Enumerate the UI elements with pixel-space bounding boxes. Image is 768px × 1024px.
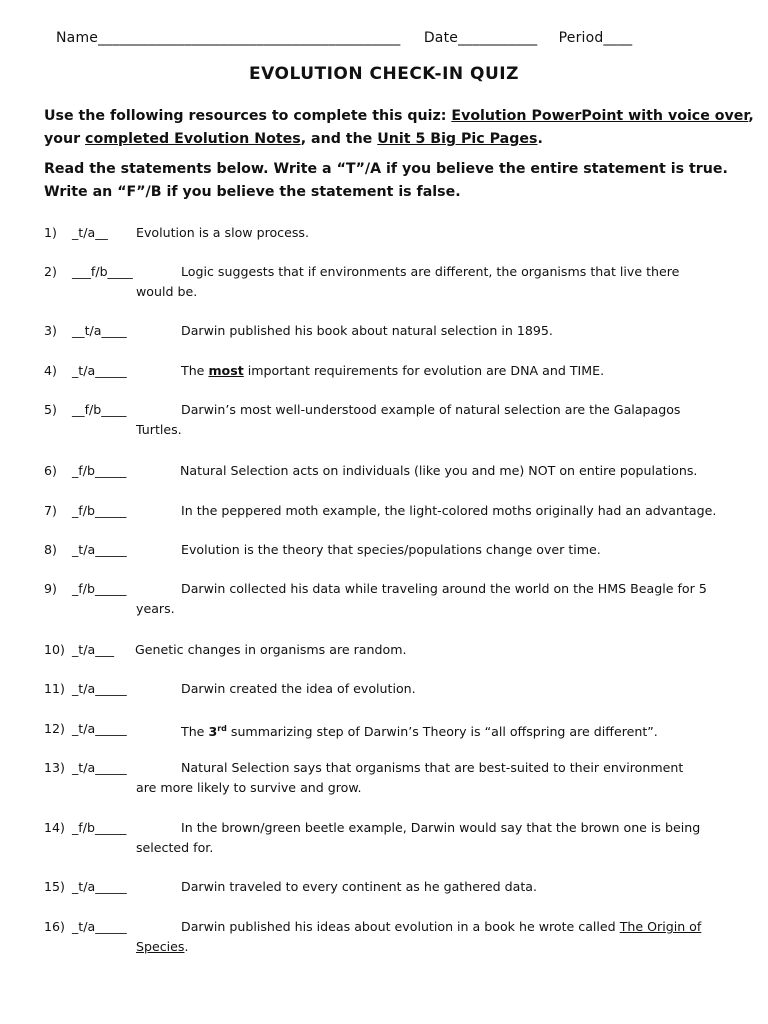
instruction-false: Write an “F”/B if you believe the statement is false.: [44, 184, 461, 200]
book-title: The Origin of: [619, 919, 702, 934]
statement-continuation: years.: [136, 601, 175, 616]
statement-text: Darwin created the idea of evolution.: [181, 681, 416, 696]
question-statement: [136, 223, 309, 243]
statement-text: Natural Selection says that organisms that are best-suited to their environment: [181, 760, 684, 775]
question-number: 1): [44, 225, 57, 240]
answer-blank: _t/a_____: [72, 363, 127, 378]
statement-text: Evolution is the theory that species/populations change over time.: [181, 542, 601, 557]
answer-blank: _t/a_____: [72, 919, 127, 934]
answer-blank: _t/a_____: [72, 721, 127, 736]
header-fields: [56, 30, 716, 46]
name-field: Name__________________________________________: [56, 30, 401, 46]
question-number: 16): [44, 919, 65, 934]
statement-text: Darwin traveled to every continent as he gathered data.: [181, 879, 537, 894]
answer-blank: __t/a____: [72, 323, 127, 338]
question-statement: [181, 719, 658, 742]
question-statement: [181, 579, 707, 599]
answer-blank: _t/a__: [72, 225, 108, 240]
answer-blank: _f/b_____: [72, 503, 127, 518]
period-field: Period____: [558, 30, 633, 46]
question-number: 8): [44, 542, 57, 557]
statement-text: Darwin collected his data while traveling around the world on the HMS Beagle for 5: [181, 581, 707, 596]
statement-text: Darwin published his ideas about evolution in a book he wrote called: [181, 919, 620, 934]
question-number: 5): [44, 402, 57, 417]
ordinal-suffix: rd: [217, 724, 227, 733]
question-statement: [181, 758, 683, 778]
question-number: 3): [44, 323, 57, 338]
answer-blank: _t/a_____: [72, 681, 127, 696]
question-statement: [181, 262, 679, 282]
intro-period: .: [537, 131, 543, 147]
answer-blank: _f/b_____: [72, 581, 127, 596]
answer-blank: _t/a_____: [72, 542, 127, 557]
statement-continuation: would be.: [136, 284, 198, 299]
answer-blank: _t/a_____: [72, 879, 127, 894]
statement-text: Darwin’s most well-understood example of natural selection are the Galapagos: [181, 402, 681, 417]
statement-text: summarizing step of Darwin’s Theory is “all offspring are different”.: [226, 724, 658, 740]
intro-and: , and the: [300, 131, 378, 147]
question-number: 10): [44, 642, 65, 657]
statement-text: Natural Selection acts on individuals (like you and me) NOT on entire populations.: [180, 463, 698, 478]
statement-continuation: are more likely to survive and grow.: [136, 780, 362, 795]
answer-blank: _f/b_____: [72, 820, 127, 835]
powerpoint-resource: Evolution PowerPoint with voice over: [451, 108, 749, 124]
notes-resource: completed Evolution Notes: [85, 131, 301, 147]
question-statement: [181, 818, 700, 838]
answer-instructions: [44, 158, 734, 204]
answer-blank: _t/a_____: [72, 760, 127, 775]
question-number: 4): [44, 363, 57, 378]
question-statement: [181, 361, 604, 381]
statement-text: important requirements for evolution are DNA and TIME.: [243, 363, 605, 378]
statement-text: Logic suggests that if environments are different, the organisms that live there: [181, 264, 680, 279]
statement-text: Darwin published his book about natural selection in 1895.: [181, 323, 553, 338]
question-number: 13): [44, 760, 65, 775]
page-title: EVOLUTION CHECK-IN QUIZ: [249, 64, 519, 84]
question-statement: [181, 501, 716, 521]
intro-text: Use the following resources to complete this quiz:: [44, 108, 452, 124]
intro-your: your: [44, 131, 86, 147]
question-number: 9): [44, 581, 57, 596]
date-field: Date___________: [423, 30, 538, 46]
statement-text: Genetic changes in organisms are random.: [135, 642, 407, 657]
statement-text: In the brown/green beetle example, Darwin would say that the brown one is being: [181, 820, 701, 835]
question-number: 12): [44, 721, 65, 736]
question-statement: [181, 877, 537, 897]
question-number: 6): [44, 463, 57, 478]
question-statement: [181, 400, 680, 420]
answer-blank: ___f/b____: [72, 264, 133, 279]
question-statement: [181, 917, 701, 937]
question-number: 7): [44, 503, 57, 518]
question-statement: [135, 640, 406, 660]
question-number: 11): [44, 681, 65, 696]
question-number: 2): [44, 264, 57, 279]
book-title-cont: Species: [136, 939, 185, 954]
statement-prefix: The: [181, 363, 209, 378]
answer-blank: __f/b____: [72, 402, 127, 417]
question-number: 15): [44, 879, 65, 894]
statement-text: Evolution is a slow process.: [136, 225, 309, 240]
resources-instructions: [44, 105, 754, 151]
question-number: 14): [44, 820, 65, 835]
statement-prefix: The: [181, 724, 209, 740]
emphasis-word: most: [208, 363, 244, 378]
instruction-true: Read the statements below. Write a “T”/A if you believe the entire statement is true.: [44, 161, 728, 177]
answer-blank: _f/b_____: [72, 463, 127, 478]
intro-comma: ,: [748, 108, 754, 124]
statement-text: In the peppered moth example, the light-colored moths originally had an advantage.: [181, 503, 717, 518]
question-statement: [181, 321, 553, 341]
question-statement: [181, 540, 601, 560]
statement-end: .: [184, 939, 189, 954]
question-statement: [180, 461, 697, 481]
ordinal-number: 3: [208, 724, 218, 740]
statement-continuation: [136, 937, 188, 957]
answer-blank: _t/a___: [72, 642, 115, 657]
question-statement: [181, 679, 416, 699]
statement-continuation: selected for.: [136, 840, 214, 855]
statement-continuation: Turtles.: [136, 422, 182, 437]
big-pic-resource: Unit 5 Big Pic Pages: [377, 131, 538, 147]
